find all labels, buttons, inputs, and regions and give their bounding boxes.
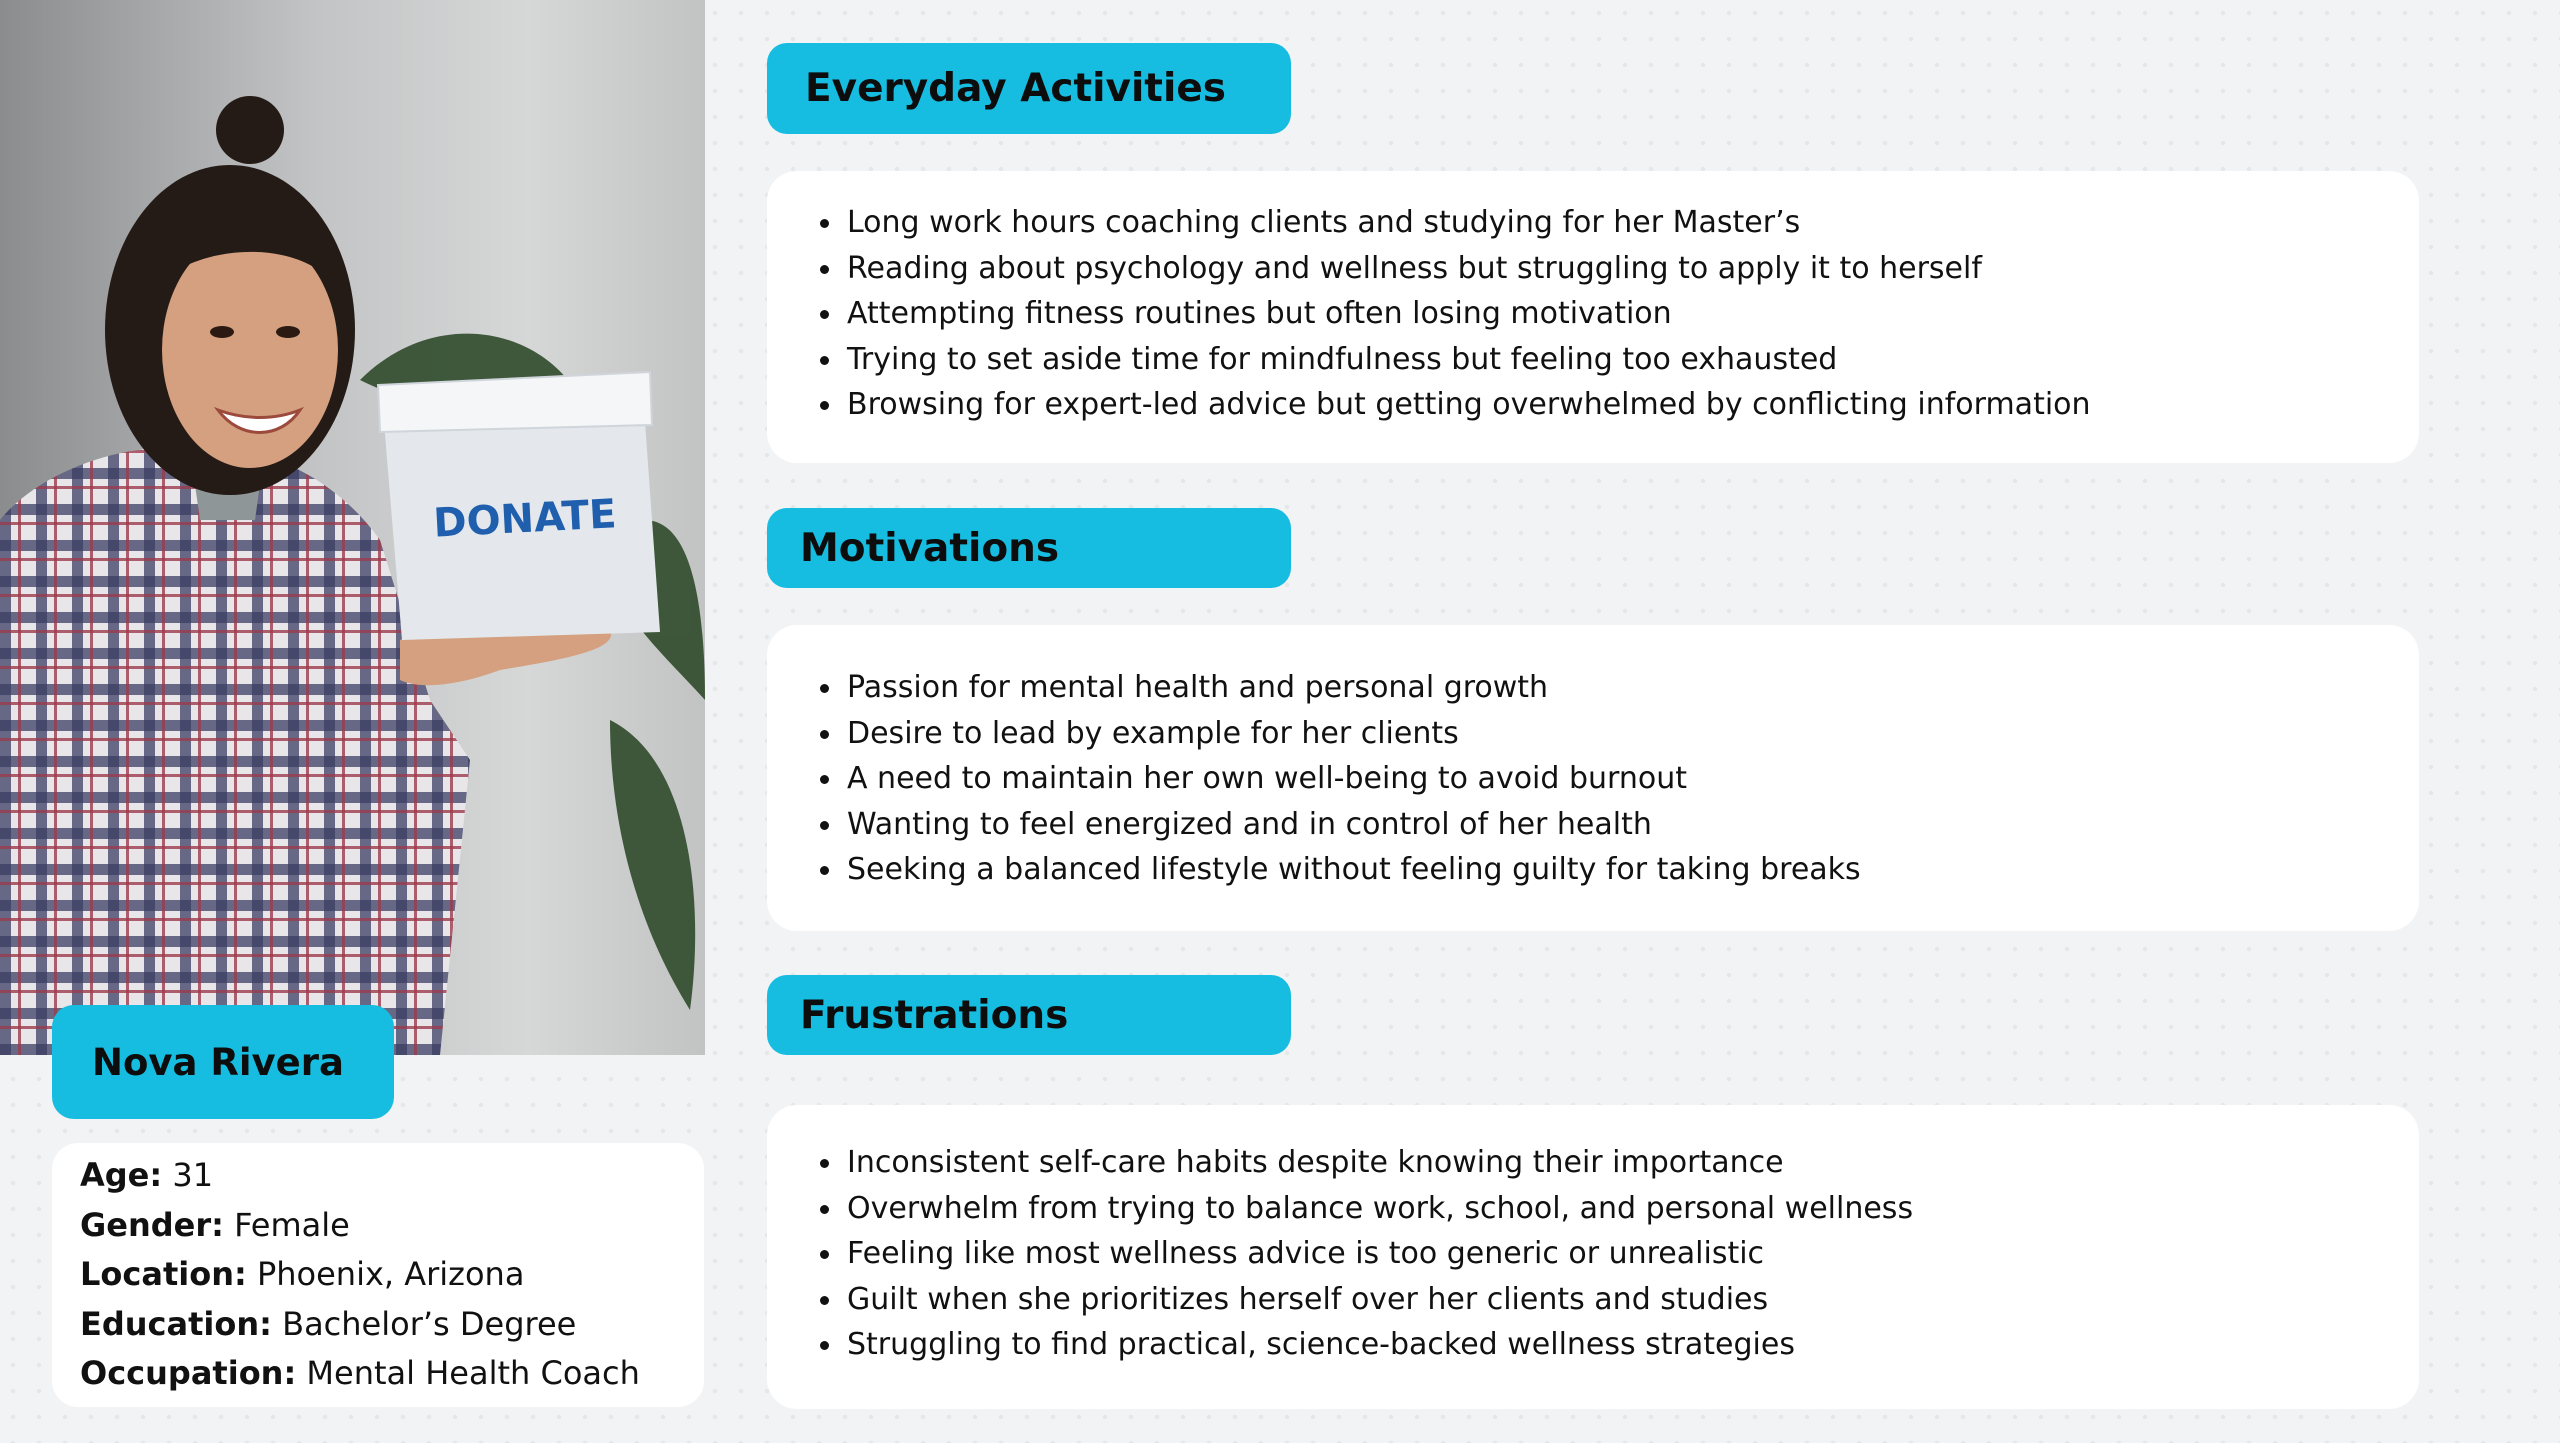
section-title: Everyday Activities — [805, 66, 1226, 111]
list-item: Guilt when she prioritizes herself over her clients and studies — [847, 1277, 2419, 1323]
education-row — [80, 1300, 704, 1350]
list-item: Inconsistent self-care habits despite knowing their importance — [847, 1140, 2419, 1186]
frustrations-list — [767, 1140, 2419, 1368]
list-item: Desire to lead by example for her clients — [847, 711, 2419, 757]
list-item: Wanting to feel energized and in control of her health — [847, 802, 2419, 848]
occupation-value: Mental Health Coach — [296, 1354, 640, 1392]
gender-label: Gender: — [80, 1205, 224, 1244]
everyday-activities-list — [767, 200, 2419, 428]
motivations-header — [767, 508, 1291, 588]
persona-name: Nova Rivera — [92, 1040, 344, 1084]
list-item: Seeking a balanced lifestyle without feeling guilty for taking breaks — [847, 847, 2419, 893]
occupation-label: Occupation: — [80, 1354, 297, 1392]
motivations-list — [767, 665, 2419, 893]
list-item: Trying to set aside time for mindfulness but feeling too exhausted — [847, 337, 2419, 383]
demographics-card — [52, 1143, 704, 1407]
gender-value: Female — [223, 1205, 350, 1244]
age-label: Age: — [80, 1156, 163, 1194]
list-item: Overwhelm from trying to balance work, school, and personal wellness — [847, 1186, 2419, 1232]
frustrations-header — [767, 975, 1291, 1055]
everyday-activities-card — [767, 171, 2419, 463]
education-label: Education: — [80, 1304, 272, 1343]
list-item: Passion for mental health and personal growth — [847, 665, 2419, 711]
persona-photo — [0, 0, 705, 1055]
age-row — [80, 1151, 704, 1201]
section-title: Motivations — [800, 525, 1060, 571]
list-item: Long work hours coaching clients and studying for her Master’s — [847, 200, 2419, 246]
age-value: 31 — [162, 1156, 214, 1194]
occupation-row — [80, 1349, 704, 1399]
donate-label: DONATE — [432, 491, 618, 547]
list-item: Browsing for expert-led advice but getting overwhelmed by conflicting information — [847, 382, 2419, 428]
list-item: Reading about psychology and wellness but struggling to apply it to herself — [847, 246, 2419, 292]
section-title: Frustrations — [800, 992, 1069, 1038]
list-item: Feeling like most wellness advice is too generic or unrealistic — [847, 1231, 2419, 1277]
location-value: Phoenix, Arizona — [246, 1255, 525, 1293]
list-item: Attempting fitness routines but often losing motivation — [847, 291, 2419, 337]
list-item: A need to maintain her own well-being to avoid burnout — [847, 756, 2419, 802]
everyday-activities-header — [767, 43, 1291, 134]
motivations-card — [767, 625, 2419, 931]
list-item: Struggling to find practical, science-backed wellness strategies — [847, 1322, 2419, 1368]
donation-box — [378, 372, 660, 640]
location-label: Location: — [80, 1255, 247, 1293]
frustrations-card — [767, 1105, 2419, 1409]
location-row — [80, 1250, 704, 1300]
persona-name-tag — [52, 1005, 394, 1119]
gender-row — [80, 1201, 704, 1251]
education-value: Bachelor’s Degree — [271, 1304, 577, 1343]
